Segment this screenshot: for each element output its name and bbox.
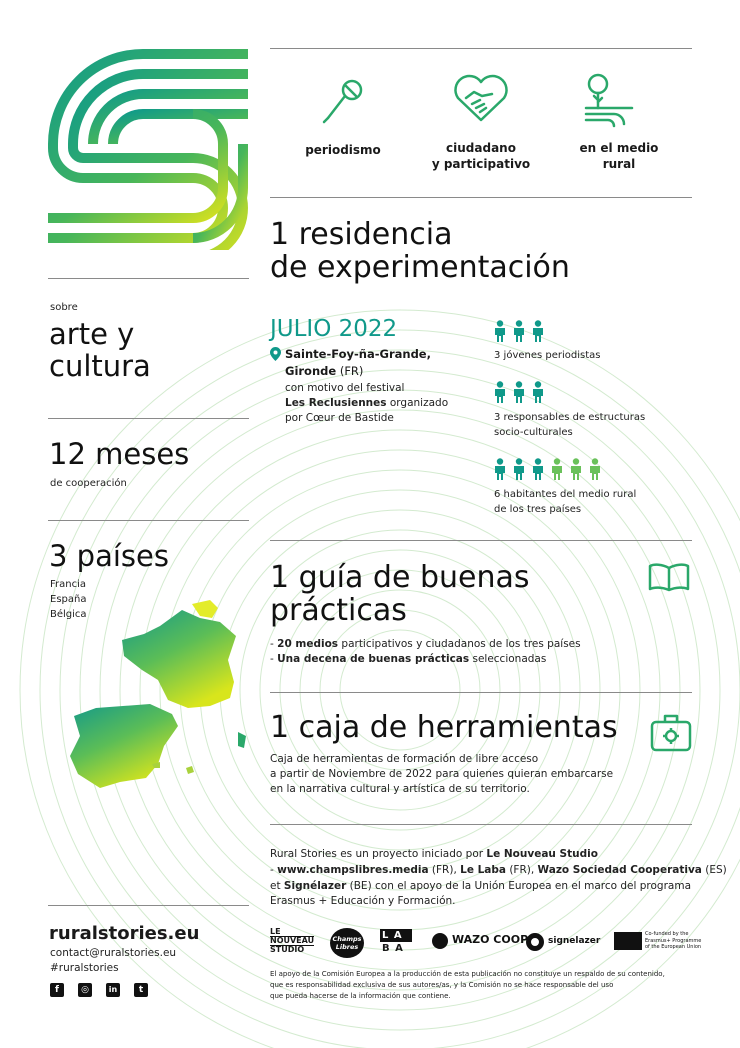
arte-heading-1: arte y bbox=[49, 317, 135, 351]
eu-flag-icon bbox=[614, 932, 642, 950]
person-icon bbox=[511, 381, 527, 403]
rural-stories-logo bbox=[48, 48, 250, 250]
caja-line-1: Caja de herramientas de formación de libre acceso bbox=[270, 753, 539, 765]
person-icon bbox=[568, 458, 584, 480]
caja-line-3: en la narrativa cultural y artística de su territorio. bbox=[270, 783, 530, 795]
le-laba-logo: L A B A bbox=[380, 929, 412, 955]
guia-title-2: prácticas bbox=[270, 593, 407, 628]
icon-label-periodismo: periodismo bbox=[305, 143, 381, 157]
country-francia: Francia bbox=[50, 579, 87, 590]
residencia-title-2: de experimentación bbox=[270, 250, 570, 285]
proyecto-line-3: et Signélazer (BE) con el apoyo de la Unión Europea en el marco del programa bbox=[270, 880, 692, 892]
caja-title: 1 caja de herramientas bbox=[270, 710, 618, 745]
sobre-label: sobre bbox=[50, 302, 78, 313]
person-icon bbox=[530, 381, 546, 403]
signelazer-logo: signelazer bbox=[548, 936, 601, 946]
champs-libres-logo: Champs Libres bbox=[330, 928, 364, 958]
icon-label-ciudadano: ciudadano y participativo bbox=[431, 141, 531, 171]
residencia-line4: Les Reclusiennes organizado bbox=[285, 397, 449, 409]
hashtag: #ruralstories bbox=[50, 962, 119, 974]
signelazer-icon bbox=[526, 933, 544, 951]
disclaimer: El apoyo de la Comisión Europea a la producción de esta publicación no constituye un respaldo de su contenido, que es responsabilidad exclusiva de sus autores/as, y la Comisión no se hace responsable del uso que pueda hacerse de la información que contiene. bbox=[270, 970, 665, 1000]
person-icon bbox=[511, 458, 527, 480]
meses-heading: 12 meses bbox=[49, 437, 190, 471]
residencia-place-1: Sainte-Foy-ña-Grande, bbox=[285, 347, 431, 361]
people-group-2 bbox=[492, 381, 546, 403]
country-belgica: Bélgica bbox=[50, 609, 87, 620]
person-icon bbox=[511, 320, 527, 342]
group-2-text-2: socio-culturales bbox=[494, 427, 573, 438]
residencia-date: JULIO 2022 bbox=[270, 316, 398, 342]
heart-handshake-icon bbox=[452, 72, 510, 124]
person-icon bbox=[530, 458, 546, 480]
person-icon bbox=[492, 458, 508, 480]
facebook-icon[interactable]: f bbox=[50, 983, 64, 997]
book-icon bbox=[648, 562, 690, 592]
residencia-line5: por Cœur de Bastide bbox=[285, 412, 394, 424]
tree-field-icon bbox=[584, 72, 634, 128]
erasmus-logo: Co-funded by the Erasmus+ Programme of the European Union bbox=[645, 931, 702, 950]
residencia-place-2: Gironde (FR) bbox=[285, 364, 364, 378]
icon-label-rural: en el medio rural bbox=[579, 141, 659, 171]
country-espana: España bbox=[50, 594, 87, 605]
group-3-text-2: de los tres países bbox=[494, 504, 582, 515]
guia-bullet-2: - Una decena de buenas prácticas seleccionadas bbox=[270, 653, 547, 665]
person-icon bbox=[587, 458, 603, 480]
caja-line-2: a partir de Noviembre de 2022 para quienes quieran embarcarse bbox=[270, 768, 614, 780]
residencia-line3: con motivo del festival bbox=[285, 382, 405, 394]
europe-map bbox=[60, 596, 255, 806]
proyecto-line-4: Erasmus + Educación y Formación. bbox=[270, 895, 456, 907]
proyecto-line-2: - www.champslibres.media (FR), Le Laba (FR), Wazo Sociedad Cooperativa (ES) bbox=[270, 864, 727, 876]
people-group-3 bbox=[492, 458, 603, 480]
people-group-1 bbox=[492, 320, 546, 342]
meses-sub: de cooperación bbox=[50, 478, 127, 489]
person-icon bbox=[492, 381, 508, 403]
proyecto-line-1: Rural Stories es un proyecto iniciado por Le Nouveau Studio bbox=[270, 848, 598, 860]
twitter-icon[interactable]: t bbox=[134, 983, 148, 997]
instagram-icon[interactable]: ◎ bbox=[78, 983, 92, 997]
person-icon bbox=[492, 320, 508, 342]
linkedin-icon[interactable]: in bbox=[106, 983, 120, 997]
group-2-text-1: 3 responsables de estructuras bbox=[494, 412, 646, 423]
wazo-coop-logo: WAZO COOP bbox=[452, 933, 529, 946]
group-3-text-1: 6 habitantes del medio rural bbox=[494, 489, 637, 500]
toolbox-icon bbox=[650, 712, 692, 752]
arte-heading-2: cultura bbox=[49, 349, 151, 383]
microphone-icon bbox=[318, 76, 368, 126]
paises-heading: 3 países bbox=[49, 539, 169, 573]
person-icon bbox=[530, 320, 546, 342]
map-france bbox=[122, 610, 236, 708]
site-link[interactable]: ruralstories.eu bbox=[49, 923, 200, 944]
guia-title-1: 1 guía de buenas bbox=[270, 560, 530, 595]
le-nouveau-studio-logo: LE NOUVEAU STUDIO bbox=[270, 927, 315, 954]
guia-bullet-1: - 20 medios participativos y ciudadanos de los tres países bbox=[270, 638, 581, 650]
group-1-text: 3 jóvenes periodistas bbox=[494, 350, 601, 361]
email-link[interactable]: contact@ruralstories.eu bbox=[50, 947, 177, 959]
map-belgium bbox=[192, 600, 218, 618]
wazo-bird-icon bbox=[432, 933, 448, 949]
person-icon bbox=[549, 458, 565, 480]
map-spain bbox=[70, 704, 178, 788]
location-pin-icon bbox=[270, 347, 281, 361]
residencia-title-1: 1 residencia bbox=[270, 217, 453, 252]
